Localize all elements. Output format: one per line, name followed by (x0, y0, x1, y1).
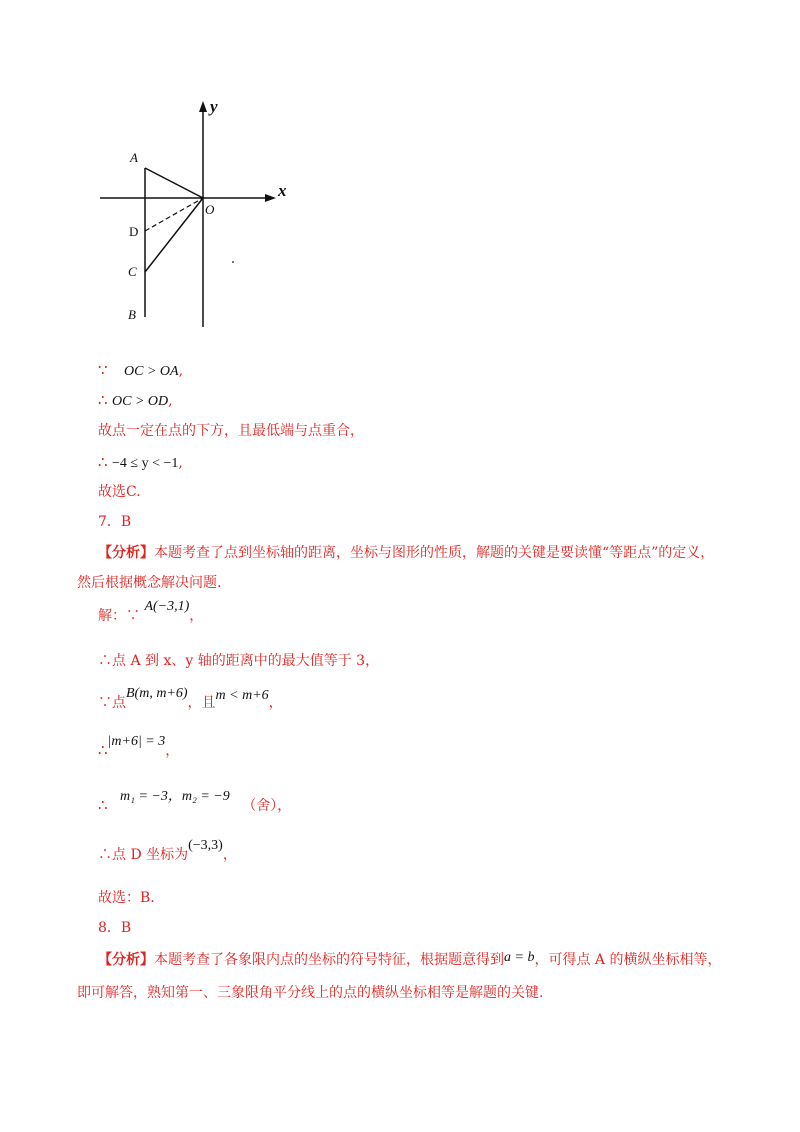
label-y: y (210, 97, 218, 116)
comma: ， (189, 608, 204, 624)
x-axis-arrow (265, 194, 276, 202)
label-d: D (129, 224, 139, 239)
math-m-values: m₁ = −3，m₂ = −9 (120, 789, 230, 804)
math-y-range: −4 ≤ y < −1 (112, 456, 179, 471)
analysis-tag: 【分析】 (98, 952, 154, 968)
therefore-symbol: ∴ (98, 796, 108, 814)
math-a-eq-b: a = b (504, 950, 535, 965)
q7-line-point-d (98, 838, 237, 866)
q7-analysis-text1: 本题考查了点到坐标轴的距离，坐标与图形的性质，解题的关键是要读懂“等距点”的定义， (154, 545, 715, 561)
math-point-b: B(m, m+6) (126, 686, 188, 701)
and-text: ，且 (187, 695, 216, 711)
segment-oc (145, 198, 203, 272)
solution-prefix: 解：∵ (98, 608, 140, 624)
q7-line-point-b (98, 686, 283, 714)
q7-line-solutions (98, 789, 292, 817)
q8-heading: 8．B (98, 920, 132, 936)
math-abs-equation: |m+6| = 3 (107, 734, 166, 749)
label-x: x (278, 181, 287, 200)
stray-dot (232, 261, 234, 263)
math-point-a: A(−3,1) (144, 599, 190, 614)
math-oc-gt-oa: OC > OA (124, 364, 179, 379)
q7-heading: 7．B (98, 514, 132, 530)
q8-analysis-text1b: ，可得点 A 的横纵坐标相等， (534, 952, 722, 968)
label-c: C (128, 264, 137, 279)
label-b: B (128, 307, 136, 322)
q7-choice: 故选：B. (98, 890, 155, 906)
segment-od (145, 198, 203, 231)
therefore-symbol: ∴ (98, 453, 108, 471)
q8-analysis-text1a: 本题考查了各象限内点的坐标的符号特征，根据题意得到 (154, 952, 504, 968)
line-oc-gt-od (98, 390, 173, 412)
segment-oa (145, 168, 203, 198)
q7-analysis-line1 (98, 543, 714, 563)
comma: ， (222, 847, 237, 863)
q7-solution-line (98, 599, 204, 627)
label-a: A (130, 150, 138, 165)
comma: ， (268, 695, 283, 711)
q8-analysis-line2: 即可解答，熟知第一、三象限角平分线上的点的横纵坐标相等是解题的关键. (77, 985, 544, 1001)
q7-line-abs (98, 734, 180, 762)
comma: , (168, 393, 173, 409)
point-d-prefix: ∴点 D 坐标为 (98, 847, 189, 863)
therefore-symbol: ∴ (98, 391, 108, 409)
math-oc-gt-od: OC > OD (112, 394, 169, 409)
q7-analysis-line2: 然后根据概念解决问题. (77, 575, 222, 591)
therefore-symbol: ∴ (98, 741, 108, 759)
comma: , (178, 363, 184, 379)
reject-note: （舍）， (242, 798, 292, 814)
line-oc-gt-oa (98, 360, 183, 382)
q7-line-max-distance: ∴点 A 到 x、y 轴的距离中的最大值等于 3， (98, 653, 380, 669)
line-conclusion: 故点一定在点的下方，且最低端与点重合， (98, 423, 364, 439)
because-symbol: ∵ (98, 361, 108, 379)
q8-analysis-line1 (98, 950, 721, 971)
math-m-lt-m6: m < m+6 (215, 688, 269, 703)
line-y-range (98, 452, 183, 474)
analysis-tag: 【分析】 (98, 545, 154, 561)
label-o: O (205, 202, 215, 217)
comma: , (178, 455, 183, 471)
y-axis-arrow (199, 101, 207, 112)
coordinate-figure (90, 95, 300, 335)
comma: ， (165, 743, 180, 759)
because-point-prefix: ∵点 (98, 695, 126, 711)
line-choice-c: 故选C. (98, 484, 141, 500)
math-point-d: (−3,3) (188, 838, 223, 853)
